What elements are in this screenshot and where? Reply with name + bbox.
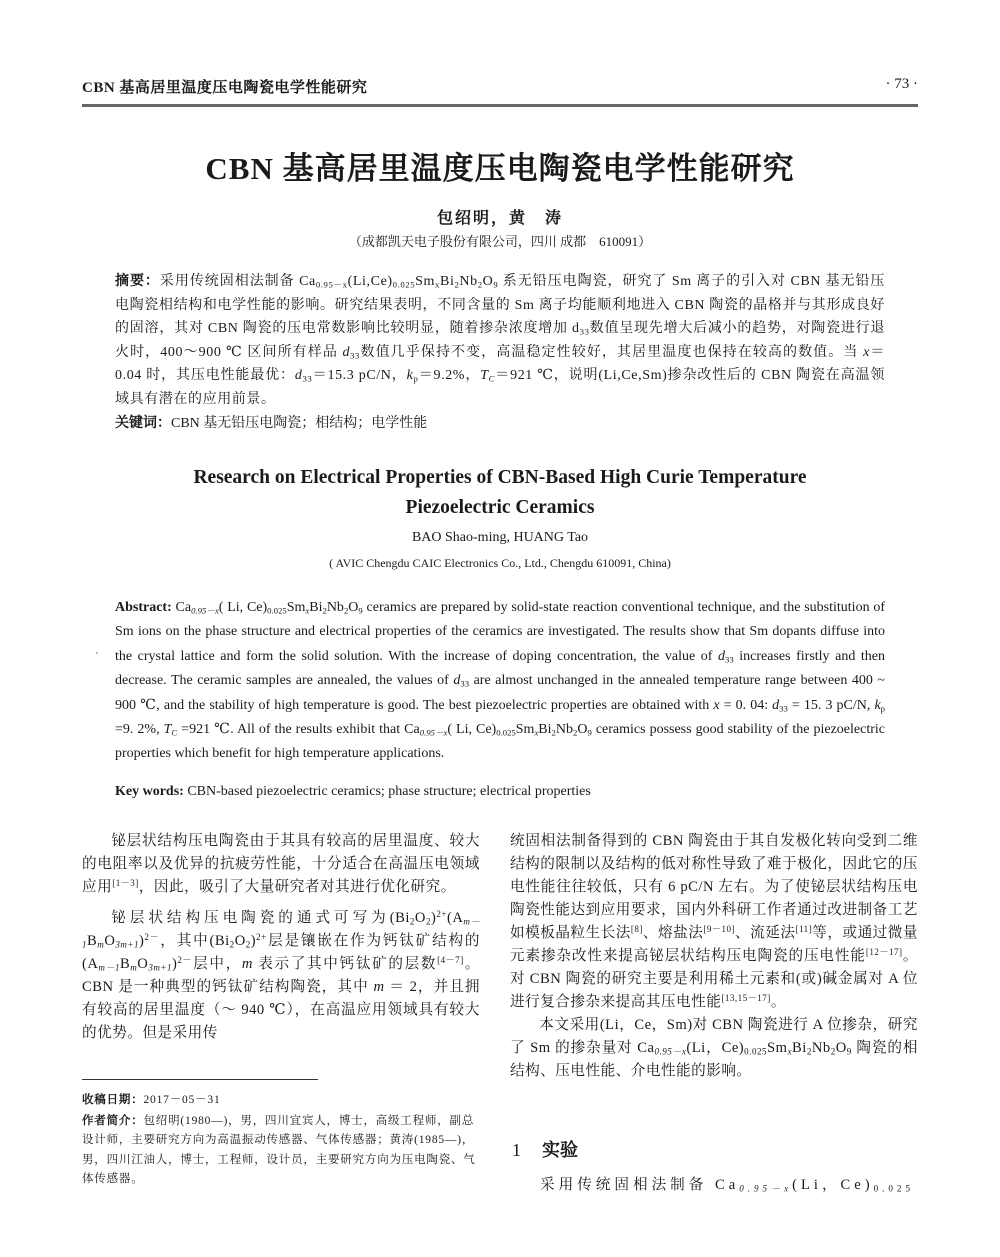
subscript: C — [171, 727, 178, 738]
subscript: x — [305, 605, 310, 616]
symbol-t: T — [480, 368, 489, 383]
subscript: 2 — [477, 279, 483, 290]
keywords-en-text: CBN-based piezoelectric ceramics; phase structure; electrical properties — [187, 784, 591, 799]
symbol-t: T — [163, 722, 172, 738]
body-text: ，其中(Bi — [159, 933, 230, 949]
bio-label: 作者简介： — [82, 1112, 144, 1127]
body-text: 陶瓷的相结构、压电性能、介电性能的影响。 — [510, 1040, 918, 1079]
abstract-en-text: = 0. 04: — [719, 697, 773, 713]
symbol-k: k — [874, 697, 881, 713]
subscript: 2 — [806, 1046, 812, 1057]
body-text: 、流延法 — [735, 925, 796, 941]
body-paragraph — [82, 830, 480, 899]
formula-part: ( Li, Ce) — [218, 600, 268, 615]
symbol-k: k — [406, 368, 414, 383]
title-cn: CBN 基高居里温度压电陶瓷电学性能研究 — [205, 151, 795, 186]
authors-en: BAO Shao-ming, HUANG Tao — [411, 530, 589, 545]
received-label: 收稿日期： — [82, 1092, 144, 1106]
citation: [13,15－17] — [721, 993, 771, 1004]
citation: [8] — [630, 924, 643, 935]
formula-part: Sm — [515, 722, 535, 738]
body-text: ，因此，吸引了大量研究者对其进行优化研究。 — [138, 879, 456, 895]
received-date-note — [82, 1090, 480, 1111]
body-text: 。对 CBN 陶瓷的研究主要是利用稀土元素和(或)碱金属对 A 位进行复合掺杂来提高其压电性能 — [510, 948, 918, 1010]
author-bio-note — [82, 1111, 480, 1190]
abstract-cn-text: 系无铅压电陶瓷，研究了 Sm 离子的引入对 CBN 基无铅压电陶瓷相结构和电学性能的影响。研究结果表明，不同含量的 Sm 离子均能顺利地进入 CBN 陶瓷的晶格并与其形成良好的固溶，其对 CBN 陶瓷的压电常数影响比较明显，随着掺杂浓度增加 d — [115, 274, 885, 336]
scan-artifact: ' — [96, 651, 98, 662]
abstract-en-text: =921 ℃. All of the results exhibit that — [177, 722, 405, 738]
body-text: ) — [172, 956, 178, 972]
keywords-cn-text: CBN 基无铅压电陶瓷；相结构；电学性能 — [171, 416, 428, 431]
subscript: 0.95－x — [419, 727, 448, 738]
subscript: 2 — [425, 916, 431, 927]
subscript: 9 — [493, 279, 499, 290]
superscript: 2+ — [256, 932, 267, 943]
subscript: 33 — [725, 654, 734, 665]
body-text: O — [104, 933, 116, 949]
subscript: 0.025 — [744, 1046, 768, 1057]
formula-part: Nb — [555, 722, 573, 738]
subscript: x — [534, 727, 539, 738]
keywords-en — [115, 784, 885, 800]
body-text: 统固相法制备得到的 CBN 陶瓷由于其自发极化转向受到二维结构的限制以及结构的低对称性导致了难于极化，因此它的压电性能往往较低，只有 6 pC/N 左右。为了使铋层状结构压电陶瓷性能达到应用要求，国内外科研工作者通过改进制备工艺如模板晶粒生长法 — [510, 833, 918, 941]
subscript: m — [130, 962, 138, 973]
section-number: 1 — [512, 1140, 521, 1160]
body-text: 表示了其中钙钛矿的层数 — [252, 956, 438, 972]
abstract-en-label: Abstract: — [115, 600, 176, 615]
subscript: 9 — [358, 605, 363, 616]
subscript: p — [413, 373, 419, 384]
subscript: m－1 — [82, 916, 480, 950]
formula-part: O — [577, 722, 588, 738]
subscript: 3m+1 — [148, 962, 173, 973]
formula-part: O — [348, 600, 359, 615]
abstract-en-text: ceramics are prepared by solid-state reaction conventional technique, and the substitution of Sm ions on the phase structure and electrical properties of the ceramics are investigated. The results show that Sm dopants diffuse into the crystal lattice and form the solid solution. With the increase of doping concentration, the value of — [115, 600, 885, 664]
body-text: ＝ 2，并且拥有较高的居里温度（～ 940 ℃），在高温应用领域具有较大的优势。但是采用传 — [82, 979, 480, 1041]
formula-part: Bi — [440, 274, 455, 289]
subscript: 2 — [229, 939, 235, 950]
body-text: O — [137, 956, 149, 972]
body-column-right — [510, 830, 918, 1083]
subscript: 0.025 — [496, 727, 516, 738]
formula-part: Sm — [286, 600, 306, 615]
abstract-cn — [115, 270, 885, 411]
page-number: · 73 · — [885, 76, 918, 92]
subscript: 2 — [409, 916, 415, 927]
abstract-en-text: = 15. 3 pC/N, — [787, 697, 875, 713]
citation: [11] — [795, 924, 813, 935]
abstract-cn-text: 数值几乎保持不变，高温稳定性较好，其居里温度也保持在较高的数值。当 — [360, 344, 864, 360]
superscript: 2+ — [436, 909, 447, 920]
body-text: B — [120, 956, 131, 972]
body-text: Nb — [811, 1040, 831, 1056]
section-1-text — [540, 1173, 920, 1194]
formula-part: Nb — [459, 274, 478, 289]
body-paragraph — [82, 907, 480, 1045]
subscript: 33 — [579, 326, 590, 337]
subscript: 9 — [846, 1046, 852, 1057]
subscript: p — [880, 703, 886, 714]
subscript: 2 — [322, 605, 327, 616]
citation: [12－17] — [865, 947, 903, 958]
title-en-line: Piezoelectric Ceramics — [405, 497, 595, 518]
footnote-rule — [82, 1079, 318, 1080]
formula-part: Nb — [326, 600, 344, 615]
citation: [4－7] — [437, 955, 464, 966]
symbol-m: m — [373, 979, 385, 995]
subscript: 2 — [551, 727, 556, 738]
abstract-cn-text: ＝15.3 pC/N， — [312, 368, 407, 383]
keywords-cn — [115, 412, 885, 432]
body-paragraph — [510, 1014, 918, 1083]
abstract-cn-text: ＝9.2%， — [418, 368, 481, 383]
subscript: 33 — [302, 373, 313, 384]
body-text: (Li，Ce) — [686, 1040, 745, 1056]
abstract-en-text: increases firstly and then decrease. The ceramic samples are annealed, the values of — [115, 648, 885, 689]
symbol-x: x — [713, 697, 720, 713]
body-text: 本文采用(Li，Ce，Sm)对 CBN 陶瓷进行 A 位掺杂，研究了 Sm 的掺杂量对 Ca — [510, 1017, 918, 1056]
subscript: 33 — [350, 350, 360, 361]
abstract-cn-label: 摘要： — [115, 273, 160, 289]
body-text: 层中， — [191, 956, 242, 972]
affiliation-cn: （成都凯天电子股份有限公司，四川 成都 610091） — [348, 234, 652, 249]
subscript: 2 — [343, 605, 349, 616]
body-text: 等，或通过微量元素掺杂改性来提高铋层状结构压电陶瓷的压电性能 — [510, 925, 918, 964]
body-text: 铋层状结构压电陶瓷的通式可写为(Bi — [111, 910, 410, 926]
body-text: 。CBN 是一种典型的钙钛矿结构陶瓷，其中 — [82, 956, 480, 995]
title-en-line: Research on Electrical Properties of CBN-Based High Curie Temperature — [193, 467, 807, 488]
body-text: Sm — [767, 1040, 788, 1056]
subscript: 9 — [587, 727, 592, 738]
abstract-cn-text: ＝921 ℃，说明(Li,Ce,Sm)掺杂改性后的 CBN 陶瓷在高温领域具有潜在的应用前景。 — [115, 368, 885, 407]
subscript: 0.025 — [873, 1183, 914, 1194]
header-rule — [82, 104, 918, 107]
formula-part: Ca — [404, 722, 420, 738]
symbol-d: d — [718, 648, 726, 664]
body-text: (Li，Ce) — [792, 1177, 874, 1193]
keywords-en-label: Key words: — [115, 784, 188, 799]
subscript: 0.95－x — [739, 1183, 793, 1194]
affiliation-en: ( AVIC Chengdu CAIC Electronics Co., Ltd., Chengdu 610091, China) — [329, 556, 671, 570]
subscript: 33 — [460, 678, 470, 689]
formula-part: Ca — [175, 600, 192, 615]
formula-part: Sm — [415, 274, 436, 289]
superscript: 2－ — [144, 932, 159, 943]
formula-part: Bi — [309, 600, 323, 615]
body-text: 层是镶嵌在作为钙钛矿结构的(A — [82, 933, 480, 972]
body-text: O — [414, 910, 426, 926]
symbol-x: x — [863, 344, 870, 360]
subscript: 0.95－x — [191, 605, 219, 616]
subscript: 0.025 — [267, 605, 287, 616]
abstract-cn-text: 数值呈现先增大后减小的趋势，对陶瓷进行退火时，400～900 ℃ 区间所有样品 — [115, 321, 885, 360]
symbol-m: m — [241, 956, 253, 972]
symbol-d: d — [453, 673, 461, 689]
formula-part: ( Li, Ce) — [447, 722, 497, 738]
formula-part: (Li,Ce) — [347, 274, 393, 289]
citation: [1－3] — [112, 878, 139, 889]
body-text: 。 — [770, 994, 786, 1010]
superscript: 2－ — [177, 955, 192, 966]
received-date: 2017－05－31 — [143, 1094, 221, 1106]
body-text: O — [234, 933, 246, 949]
body-column-left — [82, 830, 480, 1045]
subscript: 2 — [830, 1046, 836, 1057]
subscript: 0.95－x — [315, 279, 348, 290]
body-text: ) — [139, 933, 145, 949]
formula-part: Bi — [538, 722, 552, 738]
body-text: B — [87, 933, 98, 949]
abstract-en — [115, 596, 885, 767]
subscript: 2 — [573, 727, 578, 738]
authors-cn: 包绍明，黄 涛 — [436, 210, 563, 227]
subscript: 0.025 — [392, 279, 416, 290]
abstract-en-text: =9. 2%, — [115, 722, 164, 738]
body-text: ) — [430, 910, 437, 926]
body-text: 、熔盐法 — [642, 925, 704, 941]
abstract-en-text: are almost unchanged in the annealed temperature range between 400 ~ 900 ℃, and the stability of high temperature is good. The best piezoelectric properties are obtained with — [115, 673, 885, 713]
symbol-d: d — [772, 697, 780, 713]
symbol-d: d — [294, 368, 303, 383]
subscript: m－1 — [98, 962, 121, 973]
body-paragraph — [510, 830, 918, 1014]
subscript: C — [488, 373, 495, 384]
subscript: 0.95－x — [654, 1046, 687, 1057]
section-heading-1 — [512, 1136, 578, 1162]
subscript: 33 — [779, 703, 788, 714]
citation: [9－10] — [703, 924, 736, 935]
title-en — [0, 463, 1000, 523]
footnotes — [82, 1090, 480, 1190]
body-text: 铋层状结构压电陶瓷由于其具有较高的居里温度、较大的电阻率以及优异的抗疲劳性能，十分适合在高温压电领域应用 — [82, 833, 480, 895]
body-text: (A — [447, 910, 464, 926]
body-text: Bi — [792, 1040, 807, 1056]
symbol-d: d — [342, 344, 351, 360]
abstract-en-text: ceramics possess good stability of the piezoelectric properties which benefit for high temperature applications. — [115, 722, 885, 762]
abstract-cn-text: 采用传统固相法制备 Ca — [159, 274, 316, 289]
abstract-cn-text: ＝0.04 时，其压电性能最优： — [115, 344, 885, 383]
running-title: CBN 基高居里温度压电陶瓷电学性能研究 — [82, 80, 368, 96]
formula-part: O — [482, 274, 494, 289]
body-text: 采用传统固相法制备 Ca — [540, 1177, 740, 1193]
subscript: 2 — [454, 279, 460, 290]
keywords-cn-label: 关键词： — [115, 415, 171, 431]
body-text: O — [835, 1040, 847, 1056]
subscript: x — [787, 1046, 793, 1057]
section-title: 实验 — [542, 1140, 578, 1160]
body-text: ) — [250, 933, 257, 949]
subscript: m — [97, 939, 105, 950]
running-header — [82, 76, 918, 100]
bio-text: 包绍明(1980—)，男，四川宜宾人，博士，高级工程师，副总设计师，主要研究方向为高温振动传感器、气体传感器；黄涛(1985—)，男，四川江油人，博士，工程师，设计员，主要研究方向为压电陶瓷、气体传感器。 — [82, 1114, 476, 1185]
subscript: x — [435, 279, 440, 290]
subscript: 2 — [245, 939, 251, 950]
subscript: 3m+1 — [115, 939, 140, 950]
